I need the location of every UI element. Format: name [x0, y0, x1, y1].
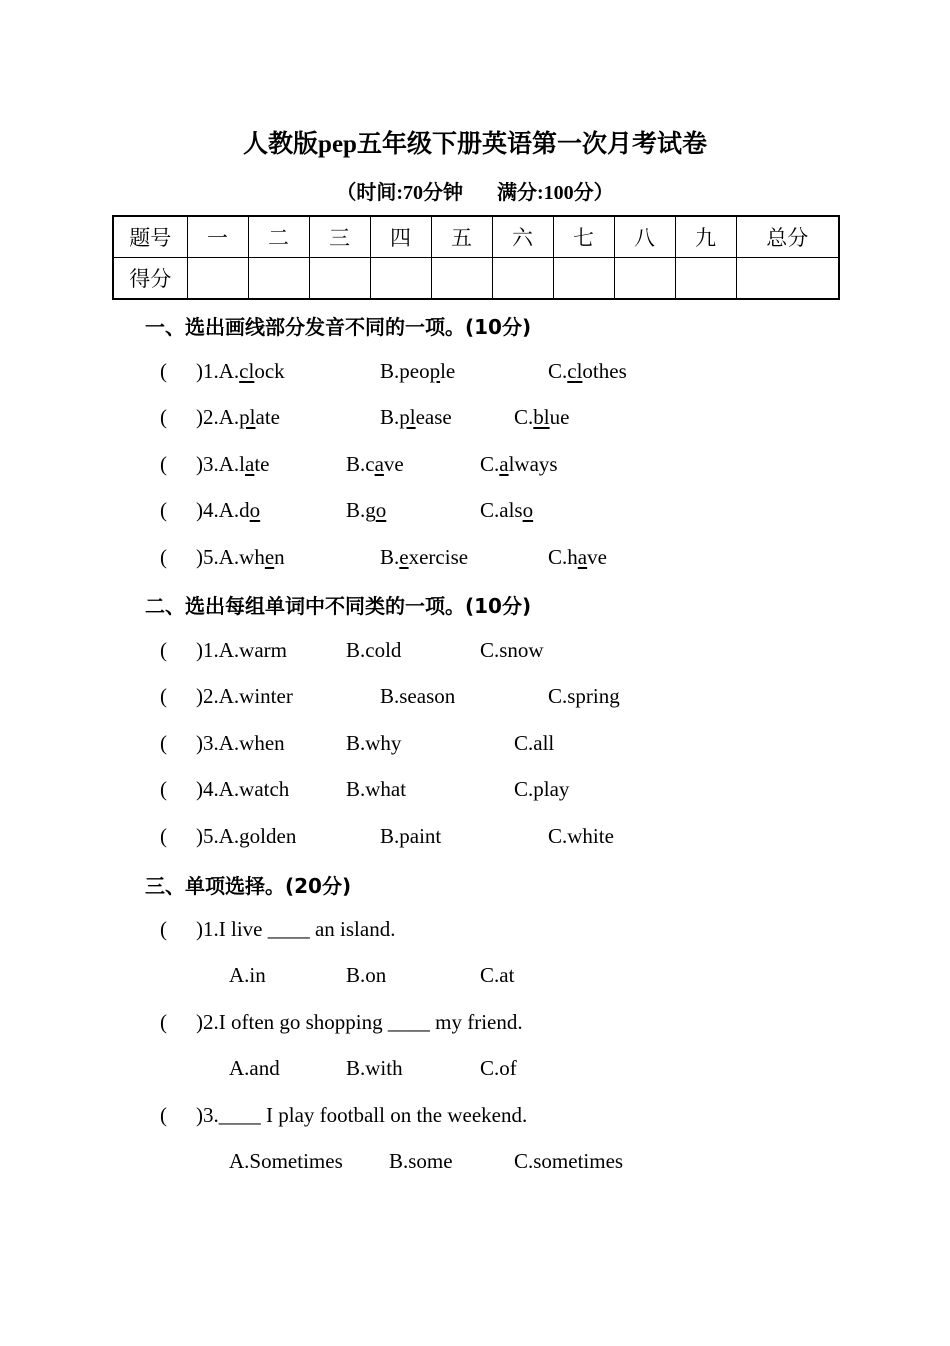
option-c: C.clothes — [548, 359, 627, 383]
option-c: C.white — [548, 824, 614, 848]
option-c: C.all — [514, 731, 555, 755]
option-b: B.with — [346, 1056, 403, 1080]
table-cell: 八 — [614, 216, 675, 258]
score-table — [112, 215, 840, 300]
score-blank[interactable] — [248, 258, 309, 300]
question-option-a: )4.A.do — [196, 498, 261, 522]
question-option-a: )4.A.watch — [196, 777, 290, 801]
option-b: B.season — [380, 684, 456, 708]
score-blank[interactable] — [370, 258, 431, 300]
question-option-a: )5.A.when — [196, 545, 285, 569]
option-b: B.some — [389, 1149, 453, 1173]
table-cell: 七 — [553, 216, 614, 258]
option-b: B.please — [380, 405, 452, 429]
option-b: B.on — [346, 963, 387, 987]
question-option-a: )2.A.winter — [196, 684, 293, 708]
table-cell: 得分 — [113, 258, 187, 300]
option-b: B.paint — [380, 824, 442, 848]
answer-paren[interactable]: ( — [160, 452, 167, 476]
exam-time: （时间:70分钟 — [336, 182, 463, 204]
answer-paren[interactable]: ( — [160, 405, 167, 429]
option-c: C.of — [480, 1056, 517, 1080]
option-b: B.go — [346, 498, 387, 522]
question-text: )1.I live ____ an island. — [196, 917, 396, 941]
option-b: B.why — [346, 731, 402, 755]
table-cell: 五 — [431, 216, 492, 258]
option-c: C.sometimes — [514, 1149, 624, 1173]
option-c: C.also — [480, 498, 534, 522]
score-blank[interactable] — [309, 258, 370, 300]
score-blank[interactable] — [553, 258, 614, 300]
exam-info — [0, 176, 950, 205]
score-table-header-row — [113, 216, 839, 258]
answer-paren[interactable]: ( — [160, 731, 167, 755]
answer-paren[interactable]: ( — [160, 684, 167, 708]
table-cell: 一 — [187, 216, 248, 258]
option-b: B.people — [380, 359, 456, 383]
answer-paren[interactable]: ( — [160, 359, 167, 383]
page-title: 人教版pep五年级下册英语第一次月考试卷 — [243, 131, 707, 158]
table-cell: 题号 — [113, 216, 187, 258]
answer-paren[interactable]: ( — [160, 917, 167, 941]
score-blank[interactable] — [492, 258, 553, 300]
option-a: A.in — [229, 963, 266, 987]
table-cell: 九 — [675, 216, 736, 258]
option-c: C.blue — [514, 405, 570, 429]
option-a: A.and — [229, 1056, 280, 1080]
score-blank[interactable] — [736, 258, 839, 300]
answer-paren[interactable]: ( — [160, 1103, 167, 1127]
answer-paren[interactable]: ( — [160, 777, 167, 801]
question-option-a: )1.A.clock — [196, 359, 285, 383]
score-blank[interactable] — [187, 258, 248, 300]
option-b: B.cave — [346, 452, 404, 476]
option-a: A.Sometimes — [229, 1149, 343, 1173]
answer-paren[interactable]: ( — [160, 498, 167, 522]
answer-paren[interactable]: ( — [160, 638, 167, 662]
option-b: B.what — [346, 777, 407, 801]
score-blank[interactable] — [431, 258, 492, 300]
option-c: C.have — [548, 545, 607, 569]
section1-heading: 一、选出画线部分发音不同的一项。(10分) — [145, 315, 532, 339]
question-option-a: )2.A.plate — [196, 405, 280, 429]
section3-heading: 三、单项选择。(20分) — [145, 874, 352, 898]
score-blank[interactable] — [675, 258, 736, 300]
question-option-a: )5.A.golden — [196, 824, 297, 848]
question-text: )3.____ I play football on the weekend. — [196, 1103, 528, 1127]
question-option-a: )3.A.late — [196, 452, 270, 476]
table-cell: 六 — [492, 216, 553, 258]
table-cell: 四 — [370, 216, 431, 258]
option-c: C.at — [480, 963, 515, 987]
answer-paren[interactable]: ( — [160, 824, 167, 848]
table-cell: 三 — [309, 216, 370, 258]
question-option-a: )3.A.when — [196, 731, 285, 755]
answer-paren[interactable]: ( — [160, 1010, 167, 1034]
score-table-score-row — [113, 258, 839, 300]
option-c: C.snow — [480, 638, 544, 662]
option-c: C.play — [514, 777, 570, 801]
score-blank[interactable] — [614, 258, 675, 300]
question-option-a: )1.A.warm — [196, 638, 287, 662]
table-cell: 总分 — [736, 216, 839, 258]
section2-heading: 二、选出每组单词中不同类的一项。(10分) — [145, 594, 532, 618]
answer-paren[interactable]: ( — [160, 545, 167, 569]
question-text: )2.I often go shopping ____ my friend. — [196, 1010, 523, 1034]
option-b: B.exercise — [380, 545, 469, 569]
table-cell: 二 — [248, 216, 309, 258]
exam-full-score: 满分:100分） — [497, 182, 614, 204]
option-b: B.cold — [346, 638, 402, 662]
option-c: C.spring — [548, 684, 620, 708]
option-c: C.always — [480, 452, 558, 476]
